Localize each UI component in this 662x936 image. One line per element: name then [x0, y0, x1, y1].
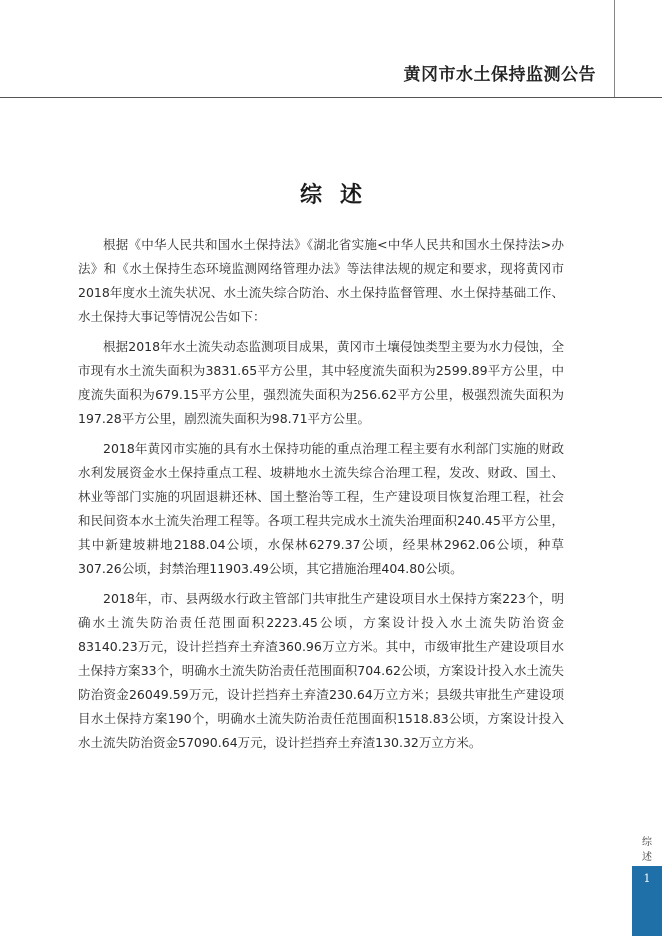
header-side-line	[614, 0, 615, 97]
header-title: 黄冈市水土保持监测公告	[403, 65, 596, 85]
body-text	[78, 233, 564, 761]
side-tab-char-2: 述	[642, 852, 652, 863]
page-number-block	[632, 866, 662, 936]
paragraph-intro: 根据《中华人民共和国水土保持法》《湖北省实施<中华人民共和国水土保持法>办法》和《水土保持生态环境监测网络管理办法》等法律法规的规定和要求，现将黄冈市2018年度水土流失状况、水土流失综合防治、水土保持监督管理、水土保持基础工作、水土保持大事记等情况公告如下：	[78, 237, 564, 324]
paragraph-governance-projects: 2018年黄冈市实施的具有水土保持功能的重点治理工程主要有水利部门实施的财政水利发展资金水土保持重点工程、坡耕地水土流失综合治理工程，发改、财政、国土、林业等部门实施的巩固退耕还林、国土整治等工程，生产建设项目恢复治理工程，社会和民间资本水土流失治理工程等。各项工程共完成水土流失治理面积240.45平方公里，其中新建坡耕地2188.04公顷，水保林6279.37公顷，经果林2962.06公顷，种草307.26公顷，封禁治理11903.49公顷，其它措施治理404.80公顷。	[78, 441, 564, 576]
page-number: 1	[643, 872, 651, 885]
header-rule	[0, 97, 662, 98]
side-tab-char-1: 综	[642, 837, 652, 848]
chapter-side-tab	[632, 835, 662, 865]
paragraph-approval-plans: 2018年，市、县两级水行政主管部门共审批生产建设项目水土保持方案223个，明确水土流失防治责任范围面积2223.45公顷，方案设计投入水土流失防治资金83140.23万元，设计拦挡弃土弃渣360.96万立方米。其中，市级审批生产建设项目水土保持方案33个，明确水土流失防治责任范围面积704.62公顷，方案设计投入水土流失防治资金26049.59万元，设计拦挡弃土弃渣230.64万立方米；县级共审批生产建设项目水土保持方案190个，明确水土流失防治责任范围面积1518.83公顷，方案设计投入水土流失防治资金57090.64万元，设计拦挡弃土弃渣130.32万立方米。	[78, 591, 564, 750]
paragraph-soil-erosion: 根据2018年水土流失动态监测项目成果，黄冈市土壤侵蚀类型主要为水力侵蚀，全市现有水土流失面积为3831.65平方公里，其中轻度流失面积为2599.89平方公里，中度流失面积为679.15平方公里，强烈流失面积为256.62平方公里，极强烈流失面积为197.28平方公里，剧烈流失面积为98.71平方公里。	[78, 339, 564, 426]
section-title: 综述	[299, 183, 380, 208]
